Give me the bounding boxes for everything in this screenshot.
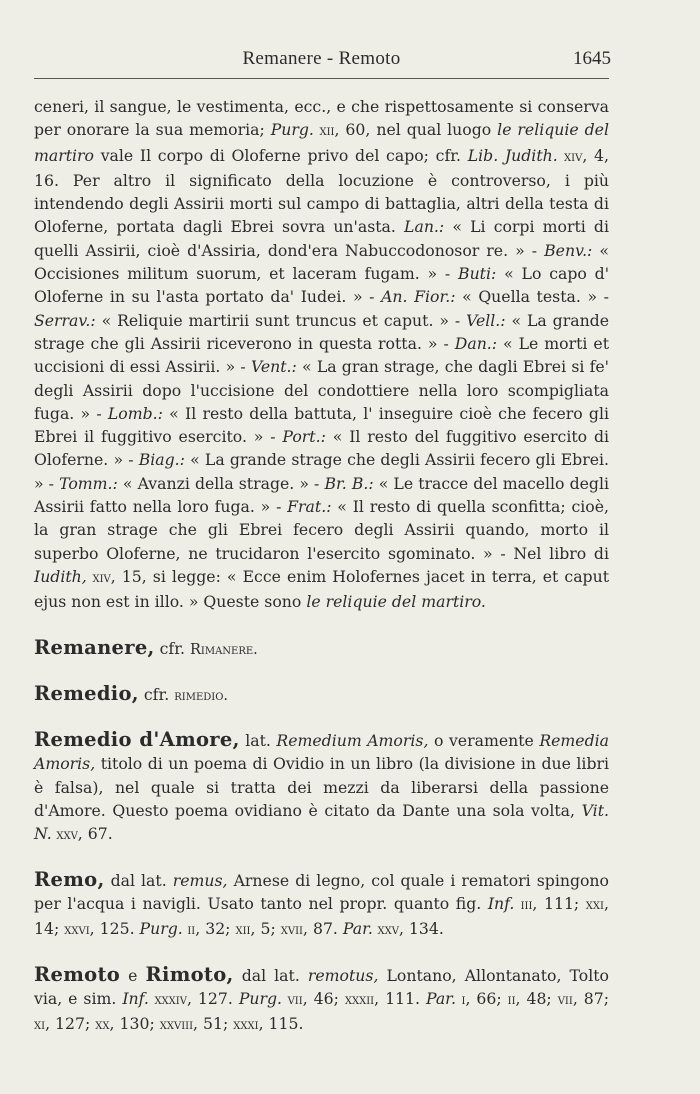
- small-caps-ref: xxviii: [159, 1017, 194, 1034]
- text-run: cfr.: [138, 684, 175, 704]
- italic-citation: Inf.: [487, 893, 515, 913]
- text-run: « Quella testa. » -: [455, 287, 609, 307]
- small-caps-ref: xiv: [86, 569, 111, 586]
- text-run: « Le tracce del macello degli Assirii fatto nella loro fuga. » -: [34, 473, 609, 517]
- small-caps-ref: xxxii: [344, 991, 375, 1008]
- small-caps-ref: xi: [34, 1017, 46, 1034]
- entry-remedio-d-amore: [34, 728, 609, 847]
- italic-citation: Purg.: [270, 120, 314, 140]
- headword: Rimoto,: [145, 962, 234, 986]
- text-run: Arnese di legno, col quale i rematori spingono per l'acqua i navigli. Usato tanto nel propr. quanto fig.: [34, 870, 609, 913]
- italic-citation: Lan.:: [404, 217, 445, 237]
- text-run: « Lo capo d' Oloferne in su l'asta portato da' Iudei. » -: [34, 264, 610, 307]
- small-caps-ref: ii: [507, 991, 516, 1008]
- small-caps-ref: xxv: [372, 922, 399, 939]
- text-run: , 15, si legge: « Ecce enim Holofernes jacet in terra, et caput ejus non est in illo. » Queste sono: [34, 566, 609, 612]
- text-run: « Le morti et uccisioni di essi Assirii. » -: [34, 333, 609, 377]
- text-run: vale Il corpo di Oloferne privo del capo; cfr.: [94, 145, 468, 165]
- text-run: titolo di un poema di Ovidio in un libro (la divisione in due libri è falsa), nel quale si tratta dei mezzi da liberarsi della passione d'Amore. Questo poema ovidiano è citato da Dante una sola volta,: [34, 754, 609, 821]
- entry-remoto: [34, 963, 609, 1038]
- italic-citation: Vell.:: [466, 310, 506, 330]
- small-caps-ref: xxv: [51, 827, 78, 844]
- page-body: [34, 95, 609, 1037]
- text-run: dal lat.: [104, 870, 173, 890]
- italic-citation: Par.: [425, 988, 456, 1008]
- headword: Remo,: [34, 867, 105, 891]
- small-caps-ref: xii: [313, 123, 335, 140]
- text-run: , 125.: [89, 919, 140, 939]
- text-run: , 14;: [34, 893, 609, 939]
- small-caps-ref: xxi: [585, 896, 604, 913]
- text-run: , 32;: [195, 919, 236, 939]
- text-run: , 5;: [250, 919, 281, 939]
- italic-citation: Vent.:: [250, 357, 297, 377]
- text-run: , 46;: [302, 988, 345, 1008]
- italic-citation: Biag.:: [138, 450, 185, 470]
- italic-citation: Frat.:: [287, 497, 332, 517]
- small-caps-ref: Rimanere.: [189, 641, 258, 658]
- running-head: Remanere - Remoto: [242, 48, 401, 69]
- small-caps-ref: rimedio.: [174, 687, 229, 704]
- text-run: , 87;: [572, 988, 610, 1008]
- text-run: « Il resto di quella sconfitta; cioè, la gran strage che gli Ebrei fecero degli Assirii quando, morto il superbo Oloferne, ne trucidaron l'esercito sgominato. » - Nel libro di: [34, 497, 609, 563]
- entry-remedio: [34, 682, 609, 708]
- page-header: [34, 48, 609, 74]
- italic-citation: Vit. N.: [34, 801, 609, 844]
- text-run: « Il resto della battuta, l' inseguire cioè che fecero gli Ebrei il fuggitivo esercito. » -: [34, 403, 609, 447]
- text-run: cfr.: [154, 638, 190, 658]
- text-run: , 4, 16. Per altro il significato della locuzione è controverso, i più intendendo degli Assirii morti sul campo di battaglia, altri della testa di Oloferne, portata dagli Ebrei sovra un'asta.: [34, 145, 609, 237]
- text-run: , 111;: [532, 893, 586, 913]
- text-run: « Reliquie martirii sunt truncus et caput. » -: [95, 310, 467, 330]
- text-run: Lontano, Allontanato, Tolto via, e sim.: [34, 965, 609, 1008]
- italic-citation: Buti:: [458, 264, 497, 284]
- text-run: « Li corpi morti di quelli Assirii, cioè d'Assiria, dond'era Nabuccodonosor re. » -: [34, 217, 609, 260]
- entry-remo: [34, 868, 609, 943]
- text-run: , 51;: [193, 1014, 234, 1034]
- text-run: lat.: [239, 731, 277, 751]
- italic-citation: Remedia Amoris,: [34, 731, 609, 774]
- italic-citation: Purg.: [238, 988, 282, 1008]
- italic-citation: An. Fior.:: [381, 287, 456, 307]
- text-run: , 115.: [258, 1014, 304, 1034]
- small-caps-ref: ii: [182, 922, 196, 939]
- small-caps-ref: vii: [282, 991, 303, 1008]
- italic-citation: Lib. Judith.: [467, 145, 558, 165]
- text-run: , 111.: [374, 988, 426, 1008]
- italic-citation: Port.:: [282, 427, 326, 447]
- headword: Remedio d'Amore,: [34, 728, 240, 752]
- text-run: , 60, nel qual luogo: [334, 120, 498, 140]
- text-run: , 130;: [109, 1014, 160, 1034]
- italic-citation: Serrav.:: [34, 310, 96, 330]
- text-run: « Occisiones militum suorum, et laceram fugam. » -: [34, 240, 609, 284]
- text-run: , 127;: [45, 1014, 96, 1034]
- text-run: « La gran strage, che dagli Ebrei si fe' degli Assirii dopo l'uccisione del condottiere nella loro scompigliata fuga. » -: [34, 357, 609, 423]
- small-caps-ref: xvii: [280, 922, 303, 939]
- headword: Remoto: [34, 962, 121, 986]
- italic-citation: le reliquie del martiro.: [306, 592, 486, 612]
- small-caps-ref: i: [455, 991, 466, 1008]
- small-caps-ref: vii: [557, 991, 573, 1008]
- small-caps-ref: xiv: [557, 148, 583, 165]
- small-caps-ref: xii: [235, 922, 251, 939]
- text-run: , 87.: [302, 919, 343, 939]
- italic-citation: Remedium Amoris,: [276, 731, 429, 751]
- italic-citation: Inf.: [122, 988, 149, 1008]
- text-run: « La grande strage che gli Assirii riceverono in questa rotta. » -: [34, 310, 609, 353]
- italic-citation: Purg.: [139, 919, 183, 939]
- italic-citation: Lomb.:: [107, 403, 163, 423]
- text-run: , 67.: [77, 824, 113, 844]
- italic-citation: Benv.:: [544, 240, 593, 260]
- small-caps-ref: xxxi: [233, 1017, 259, 1034]
- small-caps-ref: xx: [95, 1017, 110, 1034]
- headword: Remedio,: [34, 681, 139, 705]
- text-run: , 134.: [398, 919, 444, 939]
- small-caps-ref: xxxiv: [148, 991, 187, 1008]
- page-number: 1645: [573, 48, 611, 69]
- text-run: dal lat.: [233, 965, 308, 985]
- italic-citation: Tomm.:: [59, 473, 118, 493]
- text-run: , 127.: [186, 988, 239, 1008]
- italic-citation: Br. B.:: [324, 473, 374, 493]
- paragraph-reliquie-continued: [34, 95, 609, 614]
- entry-remanere: [34, 636, 609, 662]
- text-run: ceneri, il sangue, le vestimenta, ecc., e che rispettosamente si conserva per onorare la sua memoria;: [34, 97, 609, 140]
- italic-citation: le reliquie del martiro: [34, 120, 609, 165]
- small-caps-ref: xxvi: [64, 922, 90, 939]
- headword: Remanere,: [34, 635, 155, 659]
- text-run: , 66;: [465, 988, 508, 1008]
- italic-citation: remotus,: [307, 965, 379, 985]
- italic-citation: Par.: [342, 919, 373, 939]
- text-run: o veramente: [428, 731, 540, 751]
- text-run: , 48;: [515, 988, 558, 1008]
- italic-citation: remus,: [172, 870, 228, 890]
- text-run: « Il resto del fuggitivo esercito di Oloferne. » -: [34, 427, 610, 470]
- text-run: e: [120, 965, 146, 985]
- italic-citation: Dan.:: [454, 333, 498, 353]
- header-rule: [34, 78, 609, 79]
- text-run: « La grande strage che degli Assirii fecero gli Ebrei. » -: [34, 450, 609, 493]
- italic-citation: Iudith,: [34, 566, 87, 586]
- text-run: « Avanzi della strage. » -: [117, 473, 325, 493]
- small-caps-ref: iii: [514, 896, 533, 913]
